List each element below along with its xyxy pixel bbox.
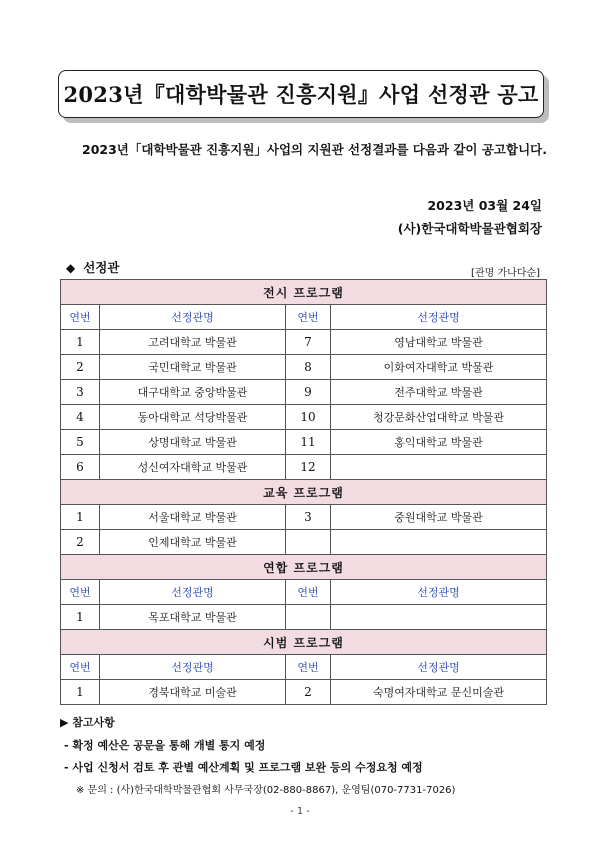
museum-name [331, 530, 547, 555]
row-number: 2 [61, 530, 100, 555]
museum-name: 동아대학교 석당박물관 [100, 405, 286, 430]
intro-text: 2023년「대학박물관 진흥지원」사업의 지원관 선정결과를 다음과 같이 공고합니다. [82, 142, 547, 157]
table-row [61, 680, 547, 705]
row-number: 3 [286, 505, 331, 530]
museum-name: 전주대학교 박물관 [331, 380, 547, 405]
table-row [61, 605, 547, 630]
row-number: 3 [61, 380, 100, 405]
program-title: 교육 프로그램 [61, 480, 547, 505]
order-note: [관명 가나다순] [471, 268, 540, 279]
page-number: - 1 - [290, 806, 310, 817]
museum-name: 청강문화산업대학교 박물관 [331, 405, 547, 430]
section-heading [66, 258, 119, 276]
table-row [61, 355, 547, 380]
page-title: 2023년『대학박물관 진흥지원』사업 선정관 공고 [63, 82, 539, 107]
program-header-row [61, 280, 547, 305]
column-header-no: 연번 [61, 305, 100, 330]
note-item: - 사업 신청서 검토 후 관별 예산계획 및 프로그램 보완 등의 수정요청 예정 [64, 761, 423, 774]
contact-info: ※ 문의 : (사)한국대학박물관협회 사무국장(02-880-8867), 운영팀(070-7731-7026) [76, 785, 456, 796]
museum-name: 상명대학교 박물관 [100, 430, 286, 455]
program-title: 시범 프로그램 [61, 630, 547, 655]
museum-name: 영남대학교 박물관 [331, 330, 547, 355]
museum-name: 고려대학교 박물관 [100, 330, 286, 355]
row-number: 9 [286, 380, 331, 405]
column-header-row [61, 305, 547, 330]
row-number: 2 [61, 355, 100, 380]
museum-name: 경북대학교 미술관 [100, 680, 286, 705]
museum-name: 목포대학교 박물관 [100, 605, 286, 630]
museum-name: 대구대학교 중앙박물관 [100, 380, 286, 405]
row-number: 5 [61, 430, 100, 455]
museum-name: 홍익대학교 박물관 [331, 430, 547, 455]
row-number [286, 605, 331, 630]
museum-name: 이화여자대학교 박물관 [331, 355, 547, 380]
table-row [61, 405, 547, 430]
row-number: 12 [286, 455, 331, 480]
title-box [58, 70, 544, 118]
museum-name: 서울대학교 박물관 [100, 505, 286, 530]
column-header-name: 선정관명 [331, 580, 547, 605]
table-row [61, 455, 547, 480]
note-item: - 확정 예산은 공문을 통해 개별 통지 예정 [64, 739, 266, 752]
column-header-name: 선정관명 [100, 305, 286, 330]
column-header-no: 연번 [61, 655, 100, 680]
table-row [61, 330, 547, 355]
row-number: 1 [61, 330, 100, 355]
program-title: 전시 프로그램 [61, 280, 547, 305]
row-number: 6 [61, 455, 100, 480]
intro-paragraph [58, 137, 550, 163]
row-number: 8 [286, 355, 331, 380]
column-header-no: 연번 [286, 580, 331, 605]
notes-section [60, 714, 560, 796]
program-header-row [61, 555, 547, 580]
column-header-name: 선정관명 [100, 655, 286, 680]
section-label: 선정관 [83, 260, 120, 275]
diamond-icon: ◆ [66, 261, 76, 275]
column-header-name: 선정관명 [331, 305, 547, 330]
museum-name [331, 605, 547, 630]
museum-name: 인제대학교 박물관 [100, 530, 286, 555]
program-title: 연합 프로그램 [61, 555, 547, 580]
column-header-no: 연번 [286, 305, 331, 330]
row-number: 10 [286, 405, 331, 430]
row-number [286, 530, 331, 555]
column-header-row [61, 655, 547, 680]
row-number: 1 [61, 505, 100, 530]
museum-name: 숙명여자대학교 문신미술관 [331, 680, 547, 705]
column-header-row [61, 580, 547, 605]
notes-heading: ▶ 참고사항 [60, 716, 115, 729]
program-header-row [61, 480, 547, 505]
table-row [61, 530, 547, 555]
museum-name [331, 455, 547, 480]
column-header-name: 선정관명 [100, 580, 286, 605]
column-header-no: 연번 [286, 655, 331, 680]
table-row [61, 505, 547, 530]
row-number: 7 [286, 330, 331, 355]
column-header-no: 연번 [61, 580, 100, 605]
row-number: 11 [286, 430, 331, 455]
row-number: 1 [61, 680, 100, 705]
row-number: 4 [61, 405, 100, 430]
row-number: 2 [286, 680, 331, 705]
table-row [61, 380, 547, 405]
museum-name: 성신여자대학교 박물관 [100, 455, 286, 480]
program-header-row [61, 630, 547, 655]
column-header-name: 선정관명 [331, 655, 547, 680]
museum-name: 중원대학교 박물관 [331, 505, 547, 530]
announcement-date: 2023년 03월 24일 [427, 198, 542, 213]
row-number: 1 [61, 605, 100, 630]
table-row [61, 430, 547, 455]
organization-name: (사)한국대학박물관협회장 [397, 221, 542, 236]
museum-name: 국민대학교 박물관 [100, 355, 286, 380]
selection-table [60, 279, 547, 705]
